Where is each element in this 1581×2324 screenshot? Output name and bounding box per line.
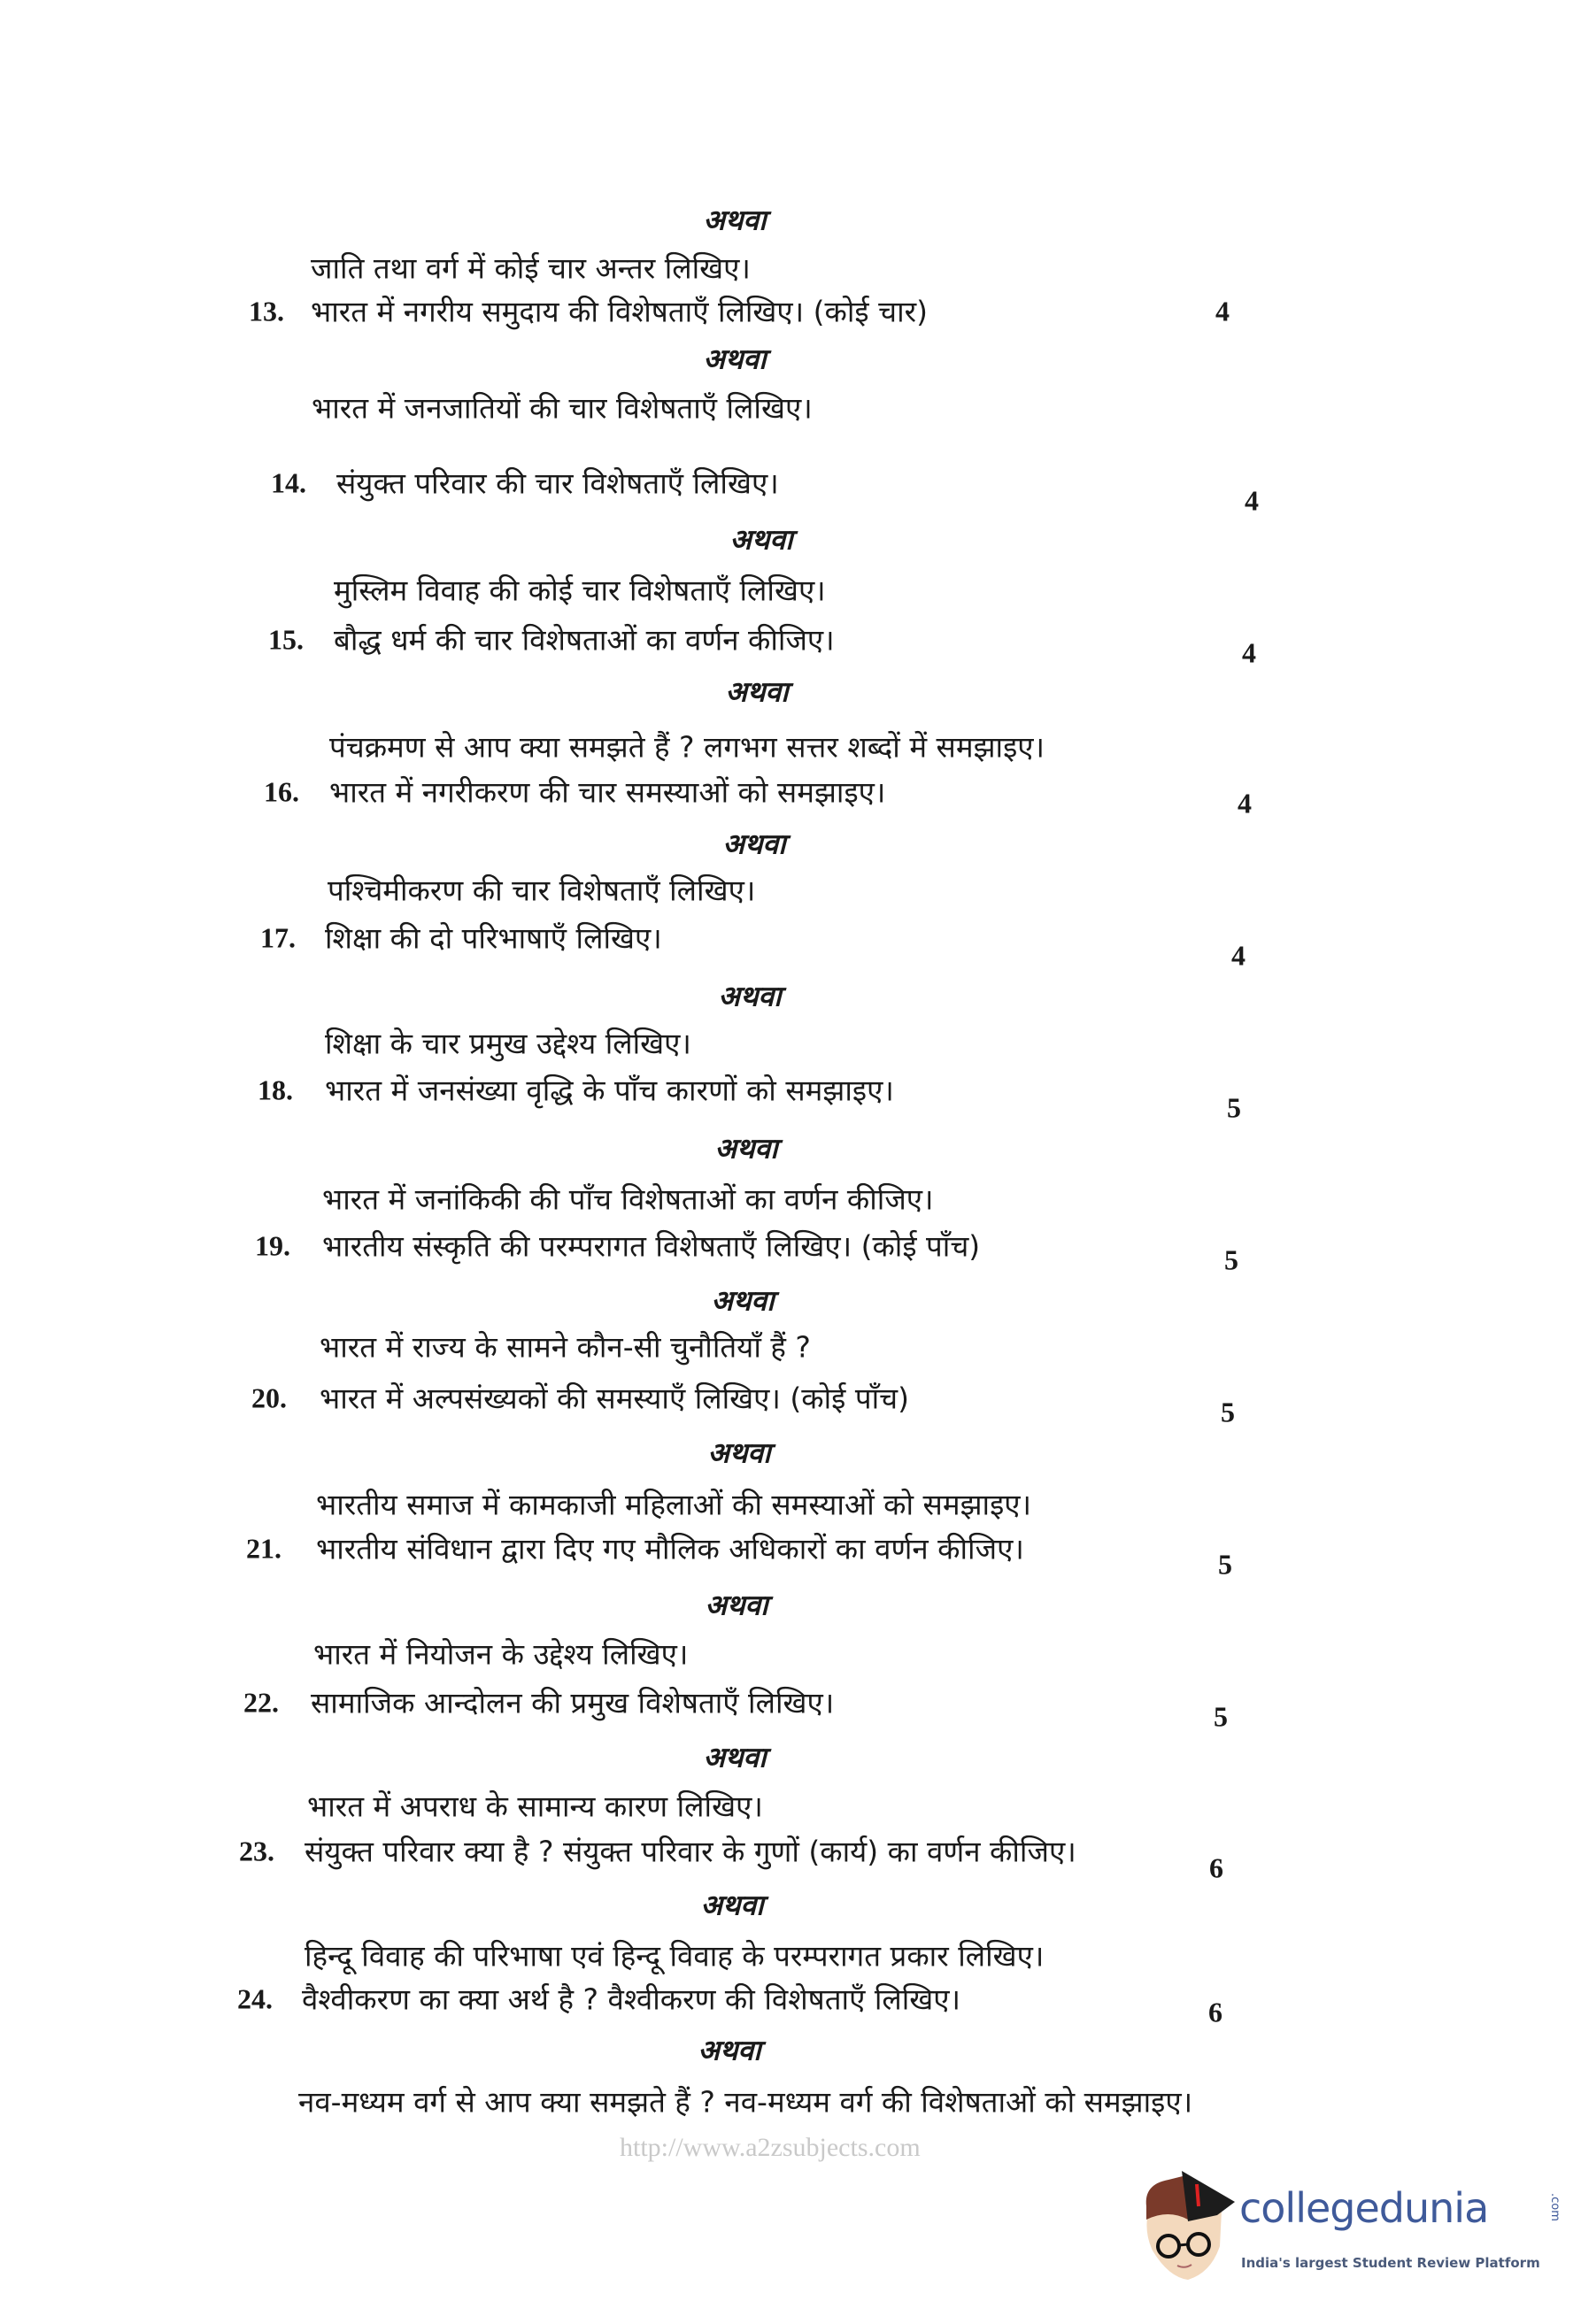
or-separator: अथवा <box>703 342 767 376</box>
question-text: भारत में अल्पसंख्यकों की समस्याएँ लिखिए। (कोई पाँच) <box>320 1381 909 1416</box>
or-separator: अथवा <box>707 1435 771 1470</box>
or-separator: अथवा <box>722 827 786 861</box>
question-number: 24. <box>237 1982 273 2015</box>
question-text: भारतीय संस्कृति की परम्परागत विशेषताएँ लिखिए। (कोई पाँच) <box>322 1228 981 1264</box>
alternative-question-text: भारत में अपराध के सामान्य कारण लिखिए। <box>307 1789 763 1824</box>
alternative-question-text: पंचक्रमण से आप क्या समझते हैं ? लगभग सत्तर शब्दों में समझाइए। <box>329 729 1045 765</box>
question-text: शिक्षा की दो परिभाषाएँ लिखिए। <box>325 920 662 956</box>
question-marks: 5 <box>1224 1243 1238 1276</box>
question-marks: 5 <box>1221 1396 1235 1428</box>
question-marks: 4 <box>1242 636 1256 669</box>
alternative-question-text: भारत में जनांकिकी की पाँच विशेषताओं का वर्णन कीजिए। <box>322 1181 934 1217</box>
alternative-question-text: शिक्षा के चार प्रमुख उद्देश्य लिखिए। <box>325 1026 691 1061</box>
question-number: 16. <box>264 775 299 808</box>
question-number: 22. <box>243 1686 279 1719</box>
question-number: 17. <box>260 921 296 954</box>
question-number: 19. <box>255 1229 290 1262</box>
collegedunia-logo <box>1133 2166 1576 2286</box>
or-separator: अथवा <box>703 1740 767 1774</box>
question-text: भारत में नगरीय समुदाय की विशेषताएँ लिखिए। (कोई चार) <box>311 294 929 329</box>
question-text: भारतीय संविधान द्वारा दिए गए मौलिक अधिकारों का वर्णन कीजिए। <box>316 1531 1024 1566</box>
watermark: http://www.a2zsubjects.com <box>620 2133 921 2162</box>
question-text: सामाजिक आन्दोलन की प्रमुख विशेषताएँ लिखिए। <box>311 1685 835 1720</box>
question-marks: 5 <box>1218 1548 1232 1581</box>
or-separator: अथवा <box>703 203 767 237</box>
question-number: 15. <box>268 623 304 656</box>
logo-brand: collegedunia <box>1239 2184 1489 2232</box>
or-separator: अथवा <box>700 1888 764 1922</box>
question-marks: 4 <box>1238 787 1252 820</box>
question-text: संयुक्त परिवार की चार विशेषताएँ लिखिए। <box>336 466 779 501</box>
or-separator: अथवा <box>711 1283 775 1318</box>
question-text: बौद्ध धर्म की चार विशेषताओं का वर्णन कीजिए। <box>334 622 835 658</box>
alternative-question-text: नव-मध्यम वर्ग से आप क्या समझते हैं ? नव-मध्यम वर्ग की विशेषताओं को समझाइए। <box>298 2084 1193 2120</box>
question-marks: 6 <box>1209 1851 1223 1884</box>
question-marks: 5 <box>1227 1091 1241 1124</box>
or-separator: अथवा <box>698 2033 761 2067</box>
or-separator: अथवा <box>718 979 782 1013</box>
question-number: 14. <box>271 466 306 499</box>
alternative-question-text: हिन्दू विवाह की परिभाषा एवं हिन्दू विवाह के परम्परागत प्रकार लिखिए। <box>305 1938 1045 1974</box>
alternative-question-text: भारत में राज्य के सामने कौन-सी चुनौतियाँ हैं ? <box>320 1329 811 1365</box>
student-mascot-icon <box>1133 2166 1239 2286</box>
alternative-question-text: पश्चिमीकरण की चार विशेषताएँ लिखिए। <box>328 873 756 908</box>
alternative-question-text: भारत में जनजातियों की चार विशेषताएँ लिखिए। <box>312 390 813 426</box>
question-text: संयुक्त परिवार क्या है ? संयुक्त परिवार के गुणों (कार्य) का वर्णन कीजिए। <box>305 1834 1076 1869</box>
question-number: 18. <box>258 1074 293 1106</box>
question-text: भारत में जनसंख्या वृद्धि के पाँच कारणों को समझाइए। <box>325 1073 894 1108</box>
question-marks: 5 <box>1214 1700 1228 1733</box>
question-number: 21. <box>246 1532 281 1565</box>
question-marks: 4 <box>1231 939 1246 972</box>
question-number: 13. <box>249 295 284 327</box>
or-separator: अथवा <box>729 522 793 557</box>
logo-suffix: .com <box>1548 2193 1562 2221</box>
question-marks: 4 <box>1245 484 1259 517</box>
alternative-question-text: जाति तथा वर्ग में कोई चार अन्तर लिखिए। <box>311 250 751 286</box>
alternative-question-text: मुस्लिम विवाह की कोई चार विशेषताएँ लिखिए। <box>334 573 826 608</box>
alternative-question-text: भारतीय समाज में कामकाजी महिलाओं की समस्याओं को समझाइए। <box>316 1487 1032 1522</box>
logo-tagline: India's largest Student Review Platform <box>1241 2255 1540 2271</box>
question-marks: 6 <box>1208 1996 1222 2028</box>
or-separator: अथवा <box>714 1131 778 1166</box>
question-number: 20. <box>251 1381 287 1414</box>
question-text: भारत में नगरीकरण की चार समस्याओं को समझाइए। <box>329 774 886 810</box>
question-marks: 4 <box>1215 295 1230 327</box>
alternative-question-text: भारत में नियोजन के उद्देश्य लिखिए। <box>313 1636 689 1672</box>
question-number: 23. <box>239 1835 274 1867</box>
or-separator: अथवा <box>725 674 789 709</box>
question-text: वैश्वीकरण का क्या अर्थ है ? वैश्वीकरण की विशेषताएँ लिखिए। <box>302 1982 961 2017</box>
or-separator: अथवा <box>705 1588 768 1622</box>
